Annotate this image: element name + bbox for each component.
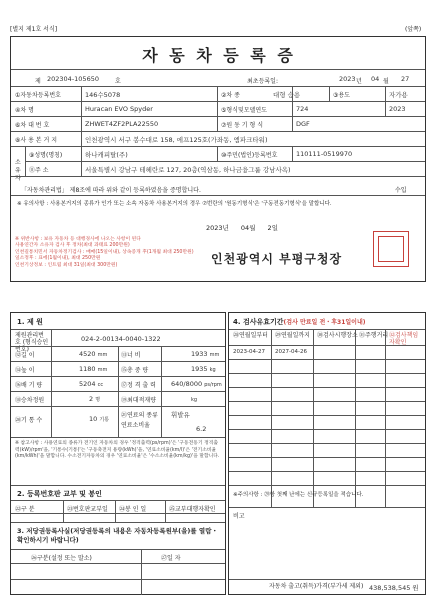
efficiency-label: 연료소비율 — [121, 422, 150, 429]
plate-category-label: 구 분 — [21, 506, 35, 513]
owner-label: 소유자 — [15, 159, 21, 182]
fuel-value: 휘발유 — [171, 411, 190, 419]
model-label: 차 명 — [20, 107, 34, 114]
price-label: 자동차 출고(취득)가격(부가세 제외) — [269, 583, 364, 590]
corp-value: 110111-0519970 — [296, 150, 353, 158]
plate-issuer-label: 교부대행자확인 — [175, 506, 216, 513]
spec-no: 024-2-00134-0040-1322 — [81, 335, 161, 343]
mortgage-date-label: 일 자 — [167, 555, 181, 562]
displacement-label: 배 기 량 — [21, 382, 43, 389]
inspection-from-1: 2023-04-27 — [233, 349, 265, 355]
plate-issue-date-label: 번호판교부일 — [73, 506, 108, 513]
notice-text: ※ 유의사항 : 사용본거지의 종류가 인가 또는 소속 자동차 사용본거지의 경우 ⑦번란의 '원동기형식'은 '구동전동기형식'을 말합니다. — [17, 201, 332, 207]
remarks-label: 비고 — [233, 513, 245, 520]
plate-value: 146수5078 — [85, 91, 121, 99]
form-label: [별지 제1호 서식] — [10, 26, 58, 33]
engine-value: DGF — [296, 120, 310, 128]
seats-label: 승차정원 — [21, 397, 45, 404]
engine-label: 원 동 기 형 식 — [226, 122, 263, 129]
type-value: 대형 승용 — [273, 91, 301, 99]
max-load-label: 최대적재량 — [127, 397, 156, 404]
seats-value: 2 — [89, 395, 94, 403]
location-value: 인천광역시 서구 봉수대로 158, 에프125호(가좌동, 엠파크타워) — [85, 136, 268, 144]
issuer-name: 인천광역시 부평구청장 — [211, 252, 343, 266]
seal-date-label: 봉 인 일 — [125, 506, 147, 513]
spec-no-label: 제원관리번호 (형식승인번호) — [15, 332, 49, 353]
inspection-panel — [228, 312, 426, 595]
plate-issue-title: 2. 등록번호판 교부 및 봉인 — [17, 490, 102, 498]
seal-note: 수입 — [395, 187, 407, 194]
issue-date: 2023년 04월 2일 — [206, 224, 278, 232]
vin-label: 차 대 번 호 — [20, 122, 50, 129]
gross-weight-value: 1935 — [191, 365, 208, 373]
document-title: 자 동 차 등 록 증 — [142, 46, 296, 65]
location-label: 사 용 본 거 지 — [20, 137, 57, 144]
power-value: 640/8000 — [171, 380, 203, 388]
reg-no: 202304-105650 — [47, 75, 99, 83]
use-value: 자가용 — [389, 91, 408, 99]
from-date-header: ㉘연월일부터 — [233, 332, 268, 339]
specs-title: 1. 제 원 — [17, 318, 43, 326]
specs-remark: ※ 참고사항 : 사용연료의 종류가 전기인 자동차의 경우 '정격출력(ps/rpm)'은 '구동전동기 정격출력(kW)/rpm'을, '기통수(기통)'는 '구동축전지 용량(kWh)'을, '연료소비율(km/l)'은 '전기소비율(km/kWh)'을 말합니다. 수소전기자동차의 경우 '연료소비율'은 '수소소비율(km/kg)'을 말합니다. — [15, 441, 220, 460]
cylinders-label: 기 통 수 — [21, 417, 43, 424]
reg-no-prefix: 제 — [35, 78, 41, 85]
address-value: 서울특별시 강남구 테헤란로 127, 20층(역삼동, 하나금융그룹 강남사옥) — [85, 166, 291, 174]
use-label: 용도 — [338, 92, 350, 99]
certificate-sheet: 자 동 차 등 록 증 제 202304-105650 호 최초등록일: 2023 년 04 월 27 ①자동차등록번호 146수5078 ②차 종 대형 승용 ③용도 자가용 ④차 명 Huracan EVO Spyder ⑤형식및모델연도 724 2023 ⑥차 대 번 호 ZHWET4ZF2PLA22550 ⑦원 동 기 형 식 DGF ⑧사 용 본 거 지 인천광역시 서구 봉수대로 158, 에프125호(가좌동, 엠파크타워) 소유자 ⑨성명(명칭) 하나캐피탈(주) ⑩주민(법인)등록번호 110111-0519970 ⑪주 소 서울특별시 강남구 테헤란로 127, 20층(역삼동, 하나금융그룹 강남사옥) 「자동차관리법」 제8조에 따라 위와 같이 등록하였음을 증명합니다. 수입 ※ 유의사항 : 사용본거지의 종류가 인가 또는 소속 자동차 사용본거지의 경우 ⑦번란의 '원동기형식'은 '구동전동기형식'을 말합니다. 2023년 04월 2일 ※ 위반사항 : 보유 자동차 등 대행경사에 나오는 사항이 된다 사용연간자 소유자 검사 후 정차(최대 과태료 200만원) 인천길통치민서 자동차정기검사 : 매매(15일이내), 상속증개 후(1개월 최대 250만원) 일소정후 : 표에(1월이내), 최대 250만원 인천기상정보 : 인트립 최대 31일(최대 300만원) 인천광역시 부평구청장 — [10, 36, 426, 282]
plate-label: 자동차등록번호 — [20, 92, 61, 99]
model-value: Huracan EVO Spyder — [85, 105, 153, 113]
width-value: 1933 — [191, 350, 208, 358]
cylinders-value: 10 — [89, 415, 98, 423]
inspection-note: ※주의사항 : ㉘항 첫째 난에는 신규등록일을 적습니다. — [233, 492, 364, 498]
name-label: 성명(명칭) — [34, 152, 63, 159]
address-label: 주 소 — [35, 167, 49, 174]
first-reg-year: 2023 — [339, 75, 356, 83]
inspector-header: ㉜검사책임자확인 — [389, 332, 419, 346]
height-label: 높 이 — [21, 367, 35, 374]
gross-weight-label: 총 중 량 — [127, 367, 149, 374]
vin-value: ZHWET4ZF2PLA22550 — [85, 120, 159, 128]
violation-notes: ※ 위반사항 : 보유 자동차 등 대행경사에 나오는 사항이 된다 사용연간자 소유자 검사 후 정차(최대 과태료 200만원) 인천길통치민서 자동차정기검사 : 매매(15일이내), 상속증개 후(1개월 최대 250만원) 일소정후 : 표에(1월이내), 최대 250만원 인천기상정보 : 인트립 최대 31일(최대 300만원) — [15, 237, 194, 268]
fuel-label: 연료의 종류 — [127, 412, 158, 419]
official-seal-icon — [373, 231, 409, 267]
height-value: 1180 — [79, 365, 96, 373]
displacement-value: 5204 — [79, 380, 96, 388]
model-year: 2023 — [389, 105, 406, 113]
price-value: 438,538,545 원 — [369, 584, 419, 592]
mortgage-title: 3. 저당권등록사실(저당권등록의 내용은 자동차등록원부(을)를 열람・확인하시기 바랍니다) — [17, 527, 218, 545]
efficiency-value: 6.2 — [196, 425, 207, 433]
type-label: 차 종 — [226, 92, 240, 99]
length-value: 4520 — [79, 350, 96, 358]
mileage-header: ㉛주행거리 — [359, 332, 389, 339]
length-label: 길 이 — [21, 352, 35, 359]
width-label: 너 비 — [127, 352, 141, 359]
first-reg-label: 최초등록일: — [247, 78, 279, 85]
power-label: 정 격 출 력 — [127, 382, 156, 389]
inspection-place-header: ㉚검사시행장소 — [317, 332, 358, 339]
specs-panel: 1. 제 원 제원관리번호 (형식승인번호) 024-2-00134-0040-1322 ⑫길 이 4520 mm ⑬너 비 1933 mm ⑭높 이 1180 mm ⑮총 중 량 1935 kg ⑯배 기 량 5204 cc ⑰정 격 출 력 640/8000 ps/rpm ⑱승차정원 2 명 ⑲최대적재량 kg ⑳기 통 수 10 기통 ㉑연료의 종류 휘발유 연료소비율 6.2 ※ 참고사항 : 사용연료의 종류가 전기인 자동차의 경우 '정격출력(ps/rpm)'은 '구동전동기 정격출력(kW)/rpm'을, '기통수(기통)'는 '구동축전지 용량(kWh)'을, '연료소비율(km/l)'은 '전기소비율(km/kWh)'을 말합니다. 수소전기자동차의 경우 '연료소비율'은 '수소소비율(km/kg)'을 말합니다. 2. 등록번호판 교부 및 봉인 ㉒구 분 ㉓번호판교부일 ㉔봉 인 일 ㉕교부대행자확인 3. 저당권등록사실(저당권등록의 내용은 자동차등록원부(을)를 열람・확인하시기 바랍니다) ㉖구분(설정 또는 말소) ㉗일 자 — [10, 312, 226, 595]
name-value: 하나캐피탈(주) — [85, 151, 128, 159]
first-reg-month: 04 — [371, 75, 380, 83]
inspection-to-1: 2027-04-26 — [275, 349, 307, 355]
copy-label: (앞쪽) — [405, 26, 422, 33]
mortgage-category-label: 구분(설정 또는 말소) — [37, 555, 92, 562]
model-year-label: 형식및모델연도 — [226, 107, 267, 114]
corp-label: 주민(법인)등록번호 — [226, 152, 278, 159]
to-date-header: ㉙연월일까지 — [275, 332, 310, 339]
model-code: 724 — [296, 105, 309, 113]
first-reg-day: 27 — [401, 75, 410, 83]
statement-text: 「자동차관리법」 제8조에 따라 위와 같이 등록하였음을 증명합니다. — [21, 187, 201, 194]
reg-no-suffix: 호 — [115, 78, 121, 85]
inspection-title: 4. 검사유효기간(검사 만료일 전・후31일이내) — [233, 318, 366, 326]
